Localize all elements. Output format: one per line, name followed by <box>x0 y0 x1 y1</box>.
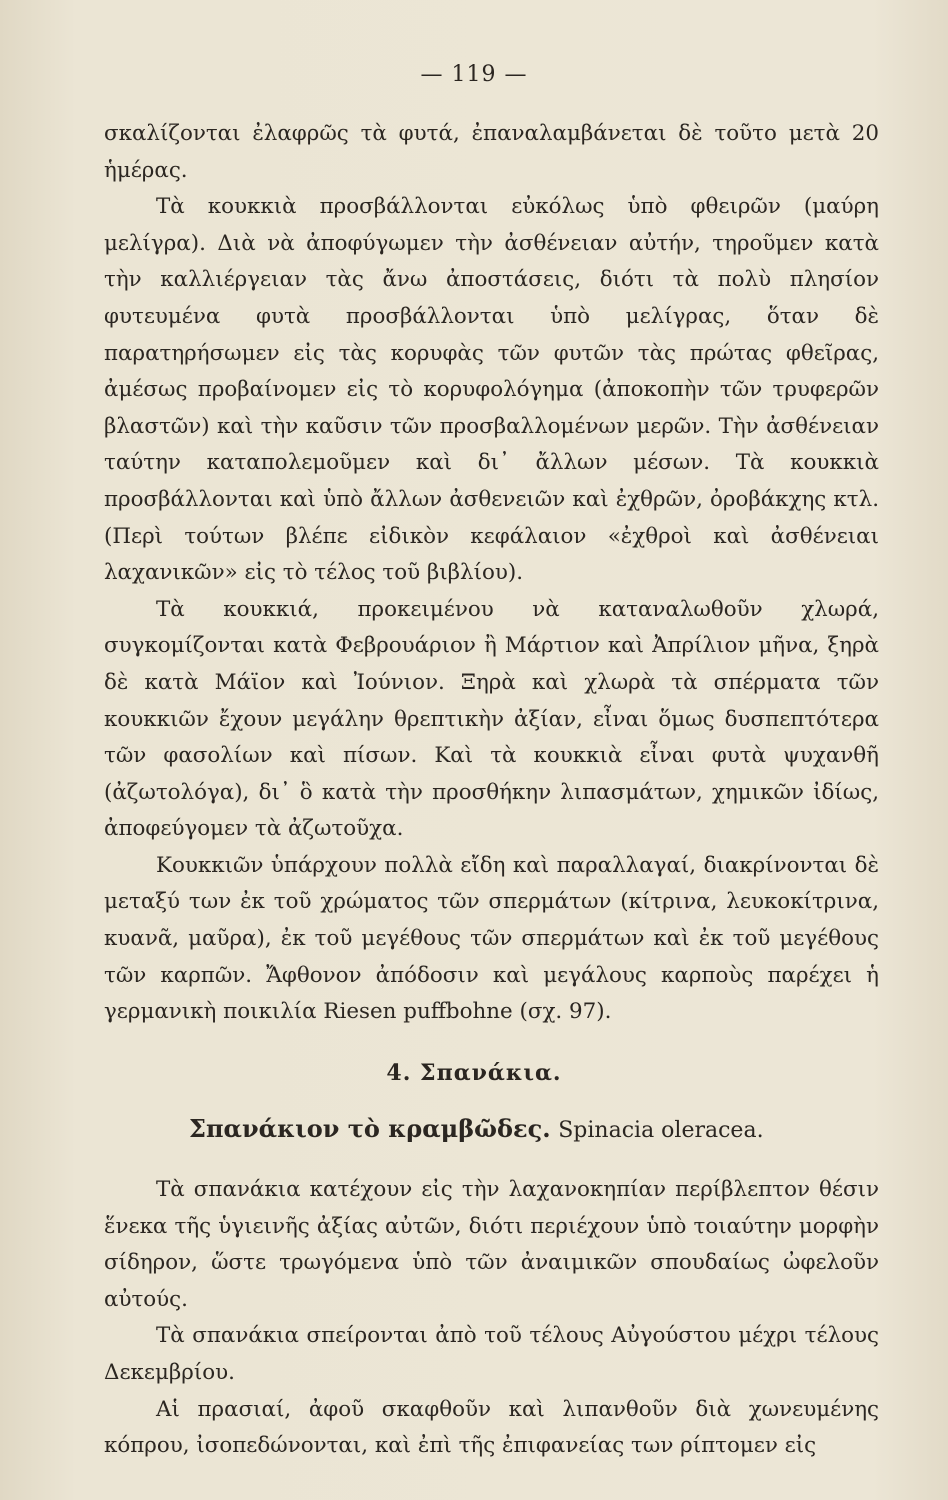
paragraph: Τὰ κουκκιὰ προσβάλλονται εὐκόλως ὑπὸ φθειρῶν (μαύρη μελίγρα). Διὰ νὰ ἀποφύγωμεν τὴν ἀσθένειαν αὐτήν, τηροῦμεν κατὰ τὴν καλλιέργειαν τὰς ἄνω ἀποστάσεις, διότι τὰ πολὺ πλησίον φυτευμένα φυτὰ προσβάλλονται ὑπὸ μελίγρας, ὅταν δὲ παρατηρήσωμεν εἰς τὰς κορυφὰς τῶν φυτῶν τὰς πρώτας φθεῖρας, ἀμέσως προβαίνομεν εἰς τὸ κορυφολόγημα (ἀποκοπὴν τῶν τρυφερῶν βλαστῶν) καὶ τὴν καῦσιν τῶν προσβαλλομένων μερῶν. Τὴν ἀσθένειαν ταύτην καταπολεμοῦμεν καὶ δι᾽ ἄλλων μέσων. Τὰ κουκκιὰ προσβάλλονται καὶ ὑπὸ ἄλλων ἀσθενειῶν καὶ ἐχθρῶν, ὀροβάκχης κτλ. (Περὶ τούτων βλέπε εἰδικὸν κεφάλαιον «ἐχθροὶ καὶ ἀσθένειαι λαχανικῶν» εἰς τὸ τέλος τοῦ βιβλίου). <box>104 194 879 586</box>
page-number: — 119 — <box>420 62 528 87</box>
paragraph: σκαλίζονται ἐλαφρῶς τὰ φυτά, ἐπαναλαμβάνεται δὲ τοῦτο μετὰ 20 ἡμέρας. <box>104 121 879 183</box>
paragraph: Αἱ πρασιαί, ἀφοῦ σκαφθοῦν καὶ λιπανθοῦν διὰ χωνευμένης κόπρου, ἰσοπεδώνονται, καὶ ἐπὶ τῆς ἐπιφανείας των ρίπτομεν εἰς <box>104 1396 879 1459</box>
text-block-spinach <box>104 1172 879 1465</box>
paragraph: Κουκκιῶν ὑπάρχουν πολλὰ εἴδη καὶ παραλλαγαί, διακρίνονται δὲ μεταξύ των ἐκ τοῦ χρώματος τῶν σπερμάτων (κίτρινα, λευκοκίτρινα, κυανᾶ, μαῦρα), ἐκ τοῦ μεγέθους τῶν σπερμάτων καὶ ἐκ τοῦ μεγέθους τῶν καρπῶν. Ἄφθονον ἀπόδοσιν καὶ μεγάλους καρποὺς παρέχει ἡ γερμανικὴ ποικιλία Riesen puffbohne (σχ. 97). <box>104 852 879 1025</box>
subheading-greek: Σπανάκιον τὸ κραμβῶδες. <box>189 1114 551 1143</box>
section-heading: 4. Σπανάκια. <box>386 1060 562 1086</box>
paragraph: Τὰ κουκκιά, προκειμένου νὰ καταναλωθοῦν χλωρά, συγκομίζονται κατὰ Φεβρουάριον ἢ Μάρτιον καὶ Ἀπρίλιον μῆνα, ξηρὰ δὲ κατὰ Μάϊον καὶ Ἰούνιον. Ξηρὰ καὶ χλωρὰ τὰ σπέρματα τῶν κουκκιῶν ἔχουν μεγάλην θρεπτικὴν ἀξίαν, εἶναι ὅμως δυσπεπτότερα τῶν φασολίων καὶ πίσων. Καὶ τὰ κουκκιὰ εἶναι φυτὰ ψυχανθῆ (ἀζωτολόγα), δι᾽ ὃ κατὰ τὴν προσθήκην λιπασμάτων, χημικῶν ἰδίως, ἀποφεύγομεν τὰ ἀζωτοῦχα. <box>104 596 879 842</box>
paragraph: Τὰ σπανάκια κατέχουν εἰς τὴν λαχανοκηπίαν περίβλεπτον θέσιν ἕνεκα τῆς ὑγιεινῆς ἀξίας αὐτῶν, διότι περιέχουν ὑπὸ τοιαύτην μορφὴν σίδηρον, ὥστε τρωγόμενα ὑπὸ τῶν ἀναιμικῶν σπουδαίως ὠφελοῦν αὐτούς. <box>104 1177 879 1312</box>
subheading-latin: Spinacia oleracea. <box>558 1118 764 1143</box>
subheading <box>189 1114 889 1143</box>
text-block-beans <box>104 116 879 1031</box>
paragraph: Τὰ σπανάκια σπείρονται ἀπὸ τοῦ τέλους Αὐγούστου μέχρι τέλους Δεκεμβρίου. <box>104 1323 879 1385</box>
